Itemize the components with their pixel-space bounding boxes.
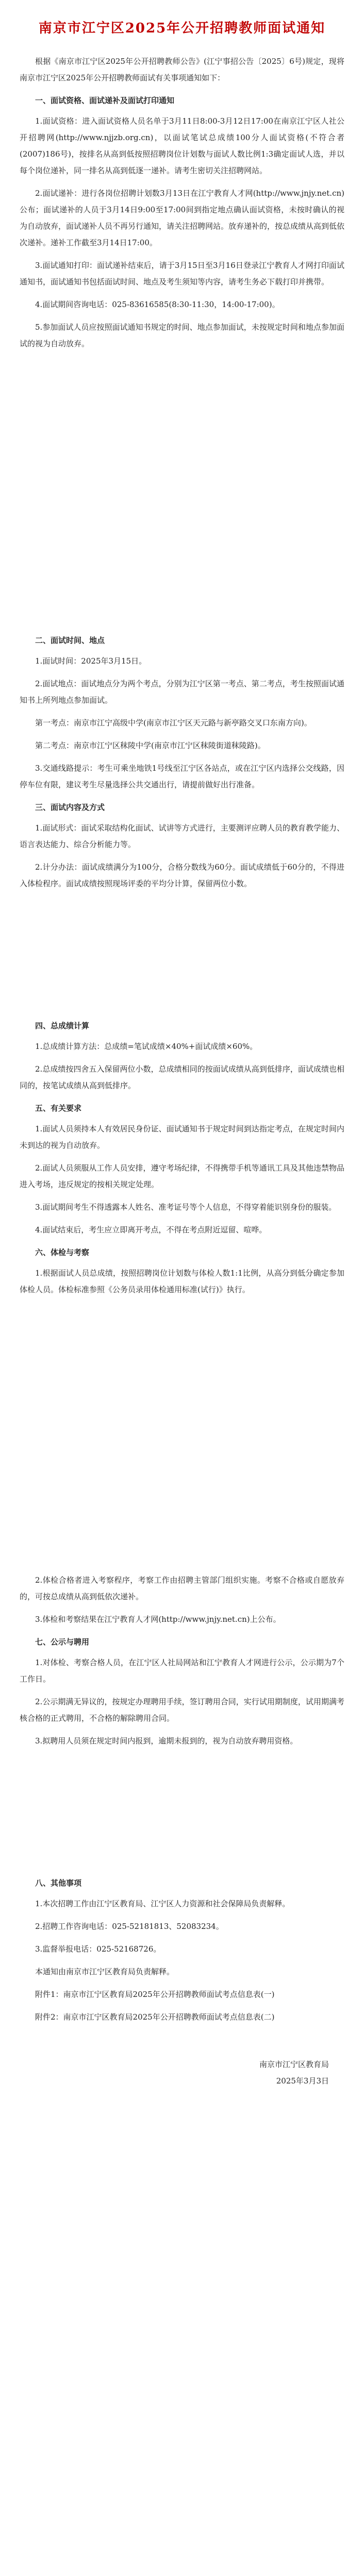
section-8-p3: 3.监督举报电话：025-52168726。 — [35, 1944, 161, 1954]
blank-gap — [20, 1304, 344, 1572]
section-8-p1: 1.本次招聘工作由江宁区教育局、江宁区人力资源和社会保障局负责解释。 — [35, 1899, 290, 1909]
closing-paragraph: 本通知由南京市江宁区教育局负责解释。 — [35, 1967, 175, 1977]
section-4-p2: 2.总成绩按四舍五入保留两位小数，总成绩相同的按面试成绩从高到低排序，面试成绩也相同的，按笔试成绩从高到低排序。 — [20, 1064, 344, 1091]
section-7-heading: 七、公示与聘用 — [35, 1637, 90, 1647]
section-7-p1: 1.对体检、考察合格人员，在江宁区人社局网站和江宁教育人才网进行公示，公示期为7个工作日。 — [20, 1658, 344, 1684]
section-4-p1: 1.总成绩计算方法：总成绩=笔试成绩×40%+面试成绩×60%。 — [35, 1042, 258, 1052]
section-5-p1: 1.面试人员须持本人有效居民身份证、面试通知书于规定时间到达指定考点，在规定时间内未到达的视为自动放弃。 — [20, 1124, 344, 1150]
section-6-p1: 1.根据面试人员总成绩，按照招聘岗位计划数与体检人数1:1比例，从高分到低分确定参加体检人员。体检标准参照《公务员录用体检通用标准(试行)》执行。 — [20, 1268, 344, 1295]
section-2-p2: 2.面试地点：面试地点分为两个考点，分别为江宁区第一考点、第二考点，考生按照面试通知书上所列地点参加面试。 — [20, 679, 344, 705]
intro-paragraph: 根据《南京市江宁区2025年公开招聘教师公告》(江宁事招公告〔2025〕6号)规定，现将南京市江宁区2025年公开招聘教师面试有关事项通知如下： — [20, 57, 344, 83]
section-8-heading: 八、其他事项 — [35, 1878, 82, 1888]
section-6-p3: 3.体检和考察结果在江宁教育人才网(http://www.jnjy.net.cn)上公布。 — [35, 1615, 281, 1624]
section-7-p3: 3.拟聘用人员须在规定时间内报到，逾期未报到的，视为自动放弃聘用资格。 — [35, 1736, 298, 1746]
signature-org: 南京市江宁区教育局 — [259, 2060, 329, 2070]
section-2-p4: 第二考点：南京市江宁区秣陵中学(南京市江宁区秣陵街道秣陵路)。 — [35, 741, 266, 751]
signature-block — [20, 2056, 344, 2089]
signature-date: 2025年3月3日 — [276, 2076, 329, 2086]
blank-gap — [20, 898, 344, 1011]
section-5-p4: 4.面试结束后，考生应立即离开考点，不得在考点附近逗留、喧哗。 — [35, 1225, 267, 1235]
section-1-p3: 3.面试通知打印：面试递补结束后，请于3月15日至3月16日登录江宁教育人才网打印面试通知书，面试通知书包括面试时间、地点及考生须知等内容，请考生务必下载打印并携带。 — [20, 261, 344, 287]
section-4-heading: 四、总成绩计算 — [35, 1021, 90, 1031]
section-2-p3: 第一考点：南京市江宁高级中学(南京市江宁区天元路与新亭路交叉口东南方向)。 — [35, 718, 312, 728]
blank-gap — [20, 1755, 344, 1869]
section-5-p2: 2.面试人员须服从工作人员安排，遵守考场纪律，不得携带手机等通讯工具及其他违禁物品进入考场，违反规定的按相关规定处理。 — [20, 1163, 344, 1190]
section-5-p3: 3.面试期间考生不得透露本人姓名、准考证号等个人信息，不得穿着能识别身份的服装。 — [35, 1202, 337, 1212]
section-5-heading: 五、有关要求 — [35, 1104, 82, 1113]
section-3-p2: 2.计分办法：面试成绩满分为100分，合格分数线为60分。面试成绩低于60分的，不得进入体检程序。面试成绩按照现场评委的平均分计算，保留两位小数。 — [20, 862, 344, 889]
section-6-p2: 2.体检合格者进入考察程序，考察工作由招聘主管部门组织实施。考察不合格或自愿放弃的，可按总成绩从高到低依次递补。 — [20, 1575, 344, 1602]
section-3-heading: 三、面试内容及方式 — [35, 803, 105, 812]
section-2-p5: 3.交通线路提示：考生可乘坐地铁1号线至江宁区各站点，或在江宁区内选择公交线路，因停车位有限，建议考生尽量选择公共交通出行，请提前做好出行准备。 — [20, 764, 344, 790]
section-1-p5: 5.参加面试人员应按照面试通知书规定的时间、地点参加面试，未按规定时间和地点参加面试的视为自动放弃。 — [20, 323, 344, 349]
section-3-p1: 1.面试形式：面试采取结构化面试、试讲等方式进行，主要测评应聘人员的教育教学能力、语言表达能力、综合分析能力等。 — [20, 823, 344, 850]
section-1-heading: 一、面试资格、面试递补及面试打印通知 — [35, 96, 175, 106]
attachment-1-link[interactable]: 附件1：南京市江宁区教育局2025年公开招聘教师面试考点信息表(一) — [35, 1990, 275, 1999]
page-title: 南京市江宁区2025年公开招聘教师面试通知 — [38, 21, 326, 36]
section-6-heading: 六、体检与考察 — [35, 1248, 90, 1258]
section-2-p1: 1.面试时间：2025年3月15日。 — [35, 656, 147, 666]
section-8-p2: 2.招聘工作咨询电话：025-52181813、52083234。 — [35, 1922, 224, 1931]
section-2-heading: 二、面试时间、地点 — [35, 636, 105, 646]
blank-gap — [20, 358, 344, 626]
section-1-p2: 2.面试递补：进行各岗位招聘计划数3月13日在江宁教育人才网(http://www.jnjy.net.cn)公布；面试递补的人员于3月14日9:00至17:00间到指定地点确认面试资格，未按时确认的视为自动放弃，面试递补人员不再另行通知，请关注招聘网站。放弃递补的，按总成绩从高到低依次递补。递补工作截至3月14日17:00。 — [20, 189, 345, 248]
section-7-p2: 2.公示期满无异议的，按规定办理聘用手续，签订聘用合同，实行试用期制度，试用期满考核合格的正式聘用，不合格的解除聘用合同。 — [20, 1697, 344, 1723]
attachment-2-link[interactable]: 附件2：南京市江宁区教育局2025年公开招聘教师面试考点信息表(二) — [35, 2012, 275, 2022]
section-1-p4: 4.面试期间咨询电话：025-83616585(8:30-11:30，14:00-17:00)。 — [35, 300, 280, 310]
section-1-p1: 1.面试资格：进入面试资格人员名单于3月11日8:00-3月12日17:00在南京江宁区人社公开招聘网(http://www.njjzb.org.cn)，以面试笔试总成绩100分人面试资格(不符合者(2007)186号)，按排名从高到低按照招聘岗位计划数与面试人数比例1:3确定面试人选，并以每个岗位递补，同一排名从高到低逐一递补。请考生密切关注招聘网站。 — [20, 116, 344, 176]
